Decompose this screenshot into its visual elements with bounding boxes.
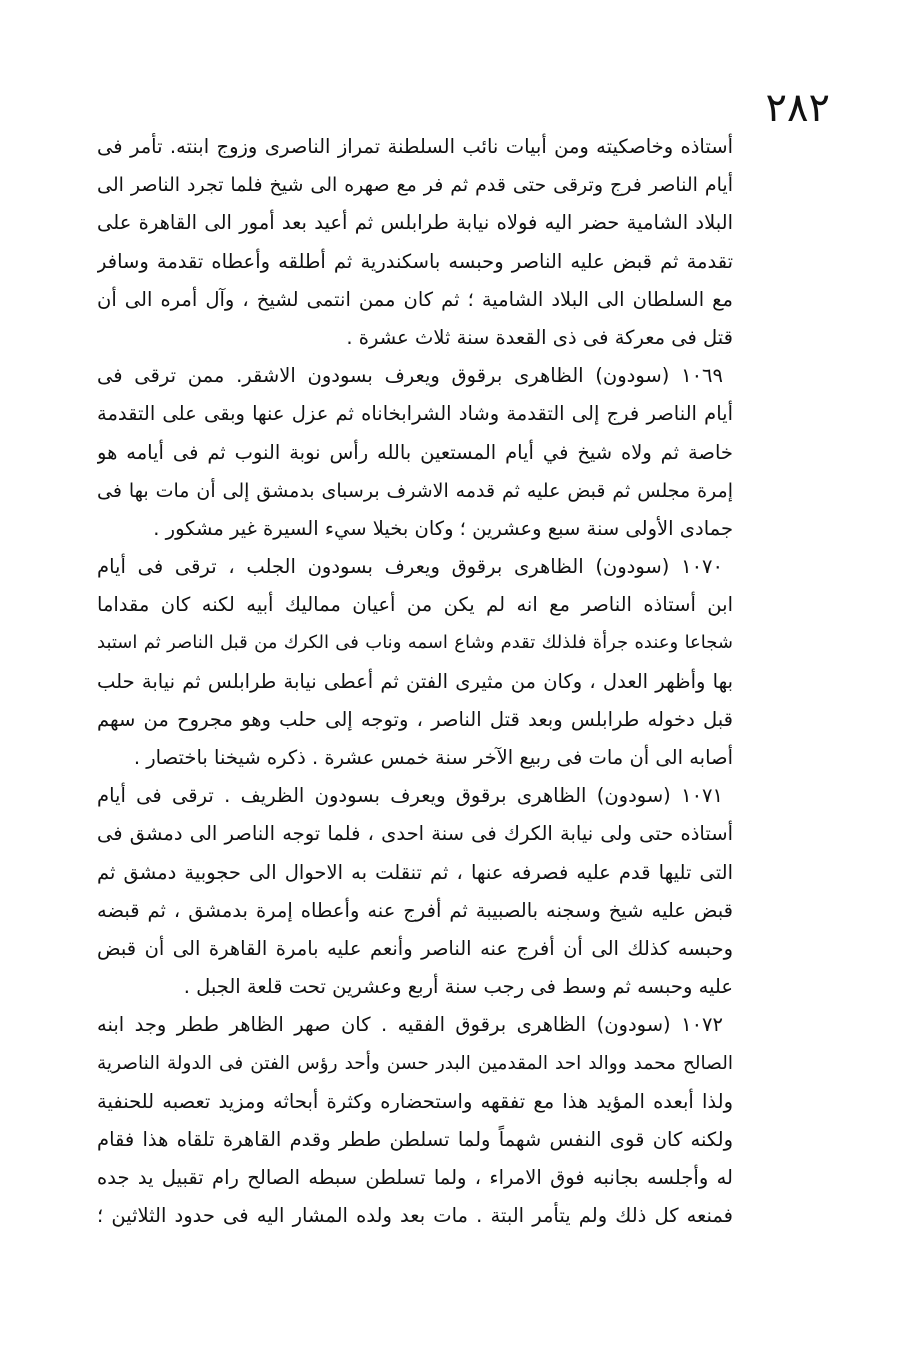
text-line: جمادى الأولى سنة سبع وعشرين ؛ وكان بخيلا سيء السيرة غير مشكور . <box>153 516 733 540</box>
text-line: بها وأظهر العدل ، وكان من مثيرى الفتن ثم أعطى نيابة طرابلس ثم نيابة حلب <box>97 669 733 693</box>
text-line: عليه وحبسه ثم وسط فى رجب سنة أربع وعشرين تحت قلعة الجبل . <box>183 975 733 999</box>
text-line: التى تليها قدم عليه فصرفه عنها ، ثم تنقلت به الاحوال الى حجوبية دمشق ثم <box>97 860 733 884</box>
text-line: أستاذه حتى ولى نيابة الكرك فى سنة احدى ، فلما توجه الناصر الى دمشق فى <box>97 822 733 846</box>
text-line: ولذا أبعده المؤيد هذا مع تفقهه واستحضاره وكثرة أبحاثه ومزيد تعصبه للحنفية <box>97 1089 733 1113</box>
text-line: قبض عليه شيخ وسجنه بالصبيبة ثم أفرج عنه وأعطاه إمرة بدمشق ، ثم قبضه <box>97 898 733 922</box>
text-line: وحبسه كذلك الى أن أفرج عنه الناصر وأنعم عليه بامرة القاهرة الى أن قبض <box>97 936 733 960</box>
text-line: فمنعه كل ذلك ولم يتأمر البتة . مات بعد ولده المشار اليه فى حدود الثلاثين ؛ <box>97 1204 733 1228</box>
text-line: له وأجلسه بجانبه فوق الامراء ، ولما تسلطن سبطه الصالح رام تقبيل يد جده <box>97 1166 733 1190</box>
text-line: قبل دخوله طرابلس وبعد قتل الناصر ، وتوجه إلى حلب وهو مجروح من سهم <box>97 707 733 731</box>
text-line: ابن أستاذه الناصر مع انه لم يكن من أعيان مماليك أبيه لكنه كان مقداما <box>97 593 733 617</box>
text-line: مع السلطان الى البلاد الشامية ؛ ثم كان ممن انتمى لشيخ ، وآل أمره الى أن <box>97 287 733 311</box>
text-line: أصابه الى أن مات فى ربيع الآخر سنة خمس عشرة . ذكره شيخنا باختصار . <box>133 746 733 769</box>
entry-first-line: ١٠٧٠ (سودون) الظاهرى برقوق ويعرف بسودون الجلب ، ترقى فى أيام <box>97 555 723 579</box>
text-line: ولكنه كان قوى النفس شهماً ولما تسلطن ططر وقدم القاهرة تلقاه هذا فقام <box>97 1127 733 1151</box>
text-line: شجاعا وعنده جرأة فلذلك تقدم وشاع اسمه وناب فى الكرك من قبل الناصر ثم استبد <box>97 632 733 654</box>
text-line: أيام الناصر فرج إلى التقدمة وشاد الشرابخاناه ثم عزل عنها وبقى على التقدمة <box>97 402 733 426</box>
text-line: أيام الناصر فرج وترقى حتى قدم ثم فر مع صهره الى شيخ فلما تجرد الناصر الى <box>97 174 733 197</box>
text-line: أستاذه وخاصكيته ومن أبيات نائب السلطنة تمراز الناصرى وزوج ابنته. تأمر فى <box>97 135 733 158</box>
text-line: الصالح محمد ووالد احد المقدمين البدر حسن وأحد رؤس الفتن فى الدولة الناصرية <box>97 1052 733 1074</box>
text-line: تقدمة ثم قبض عليه الناصر وحبسه باسكندرية ثم أطلقه وأعطاه تقدمة وسافر <box>97 249 733 273</box>
text-line: البلاد الشامية حضر اليه فولاه نيابة طرابلس ثم أعيد بعد أمور الى القاهرة على <box>97 211 733 235</box>
text-line: قتل فى معركة فى ذى القعدة سنة ثلاث عشرة . <box>346 325 733 349</box>
entry-first-line: ١٠٦٩ (سودون) الظاهرى برقوق ويعرف بسودون الاشقر. ممن ترقى فى <box>97 364 723 388</box>
entry-first-line: ١٠٧١ (سودون) الظاهرى برقوق ويعرف بسودون الظريف . ترقى فى أيام <box>97 784 723 808</box>
page-number: ٢٨٢ <box>765 85 830 131</box>
entry-first-line: ١٠٧٢ (سودون) الظاهرى برقوق الفقيه . كان صهر الظاهر ططر وجد ابنه <box>97 1013 723 1037</box>
body-text <box>97 128 733 1235</box>
text-line: خاصة ثم ولاه شيخ في أيام المستعين بالله رأس نوبة النوب ثم فى أيامه هو <box>97 440 733 464</box>
text-line: إمرة مجلس ثم قبض عليه ثم قدمه الاشرف برسباى بدمشق إلى أن مات بها فى <box>97 479 733 502</box>
